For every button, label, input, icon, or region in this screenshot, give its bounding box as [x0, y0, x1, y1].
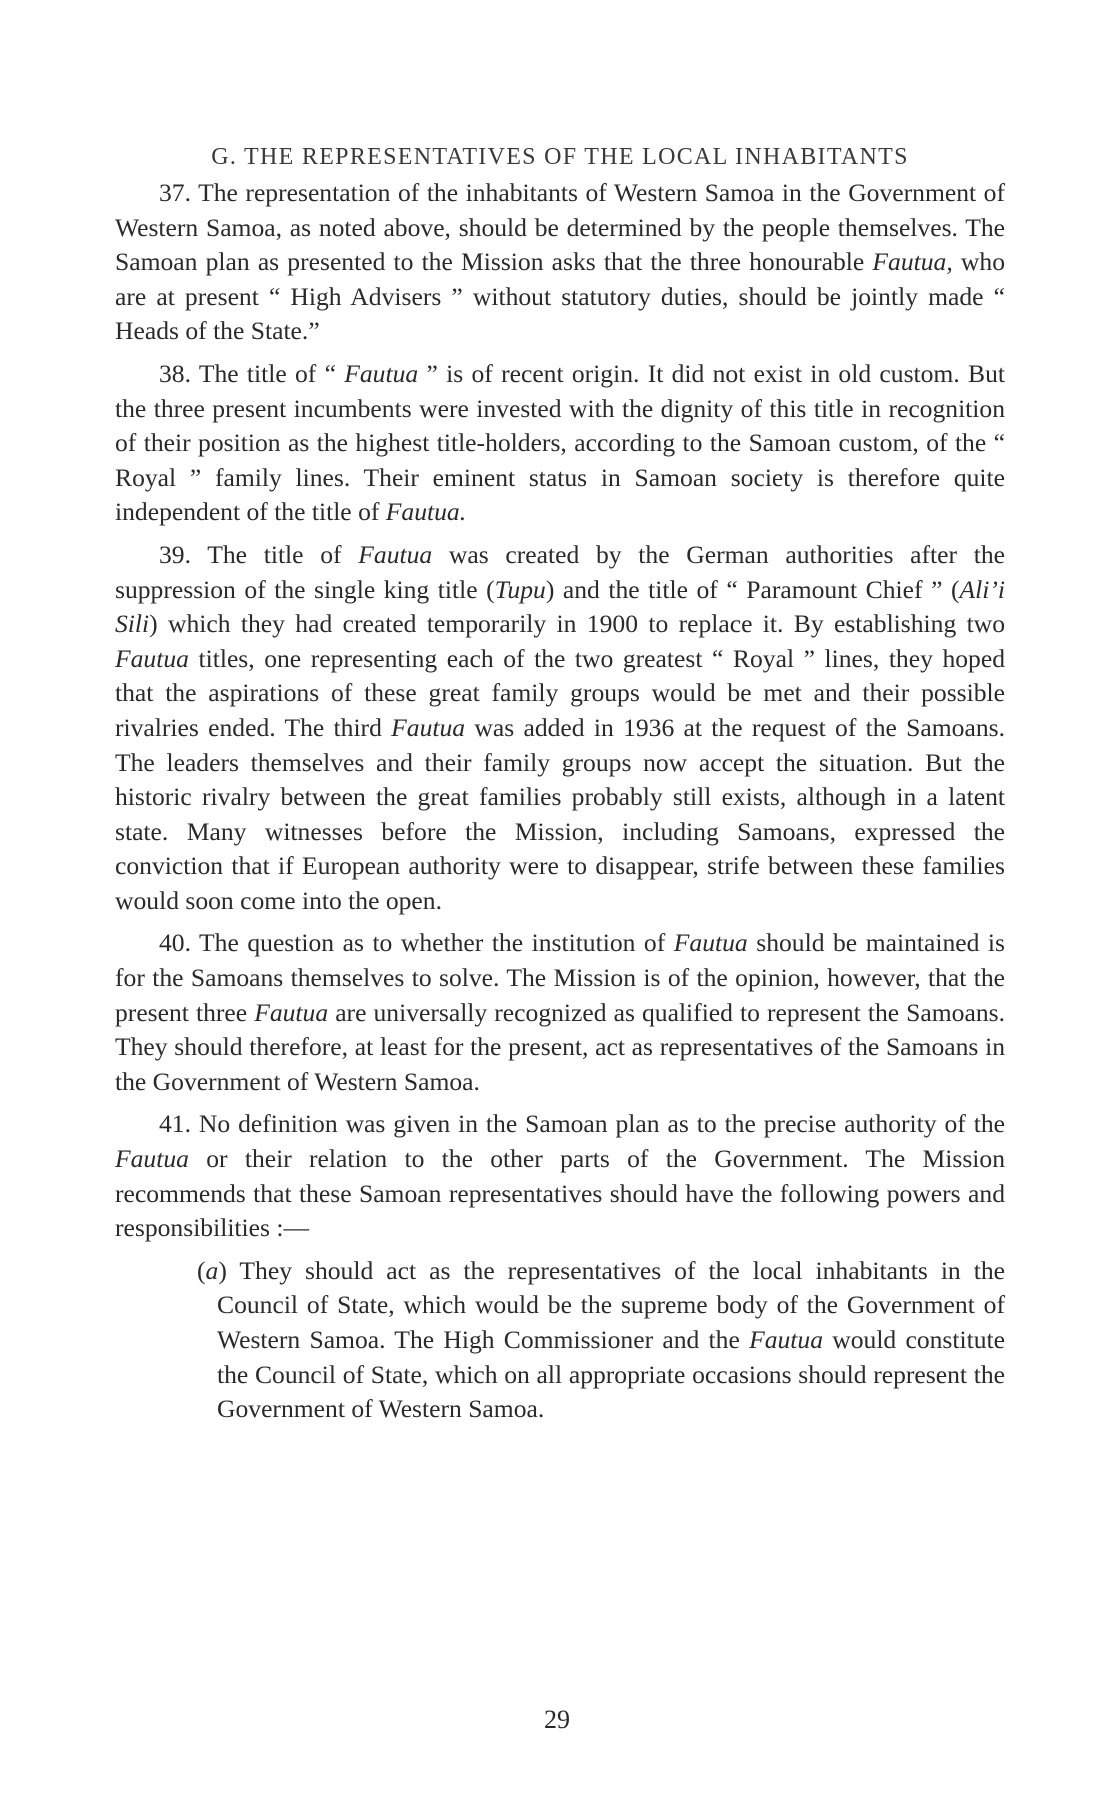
item-a-emph-fautua: Fautua [749, 1325, 823, 1354]
p38-emph-fautua-2: Fautua. [385, 497, 467, 527]
p40-text-2: should be maintained is for the Samoans themselves to solve. The Mission is of the opinion, however, that the present three [115, 928, 1005, 1027]
list-item-a [115, 1254, 1005, 1427]
section-heading: G. THE REPRESENTATIVES OF THE LOCAL INHABITANTS [211, 144, 909, 170]
p40-emph-fautua-2: Fautua [254, 997, 329, 1027]
paragraph-37 [115, 176, 1005, 349]
p39-emph-fautua-3: Fautua [391, 712, 466, 742]
p37-text-1: 37. The representation of the inhabitants of Western Samoa in the Government of Western Samoa, as noted above, should be determined by the people themselves. The Samoan plan as presented to the Mission asks that the three honourable [115, 178, 1005, 277]
p39-text-2: was created by the German authorities after the suppression of the single king title ( [115, 539, 1005, 604]
page-number: 29 [544, 1705, 570, 1734]
paragraph-38 [115, 357, 1005, 530]
p37-text-2: who are at present “ High Advisers ” without statutory duties, should be jointly made “ Heads of the State.” [115, 247, 1005, 346]
p40-text-3: are universally recognized as qualified to represent the Samoans. They should therefore, at least for the present, act as representatives of the Samoans in the Government of Western Samoa. [115, 997, 1005, 1096]
paragraph-39 [115, 538, 1005, 919]
item-a-marker-letter: a [205, 1255, 219, 1285]
p39-emph-fautua-2: Fautua [115, 643, 189, 673]
p41-emph-fautua: Fautua [115, 1144, 189, 1174]
p39-text-3: ) and the title of “ Paramount Chief ” ( [545, 574, 960, 604]
p39-text-5: titles, one representing each of the two greatest “ Royal ” lines, they hoped that the aspirations of these great family groups would be met and their possible rivalries ended. The third [115, 643, 1005, 742]
p38-text-1: 38. The title of “ [159, 358, 345, 388]
p39-text-1: 39. The title of [159, 539, 359, 569]
paragraph-41 [115, 1107, 1005, 1245]
p39-emph-alii-sili: Ali’i Sili [115, 574, 1005, 639]
p41-text-1: 41. No definition was given in the Samoan plan as to the precise authority of the [159, 1109, 1005, 1139]
p37-emph-fautua: Fautua, [872, 247, 953, 277]
paragraph-40 [115, 926, 1005, 1099]
p39-text-4: ) which they had created temporarily in 1900 to replace it. By establishing two [149, 609, 1005, 639]
p39-emph-fautua: Fautua [358, 539, 433, 569]
item-a-text-1: They should act as the representatives of the local inhabitants in the Council of State, which would be the supreme body of the Government of Western Samoa. The High Commissioner and the [217, 1255, 1005, 1354]
p40-text-1: 40. The question as to whether the institution of [159, 928, 674, 958]
text-column [115, 140, 1005, 1427]
item-a-marker-open: ( [197, 1255, 206, 1285]
item-a-marker-close: ) [218, 1255, 240, 1285]
p38-text-2: ” is of recent origin. It did not exist in old custom. But the three present incumbents were invested with the dignity of this title in recognition of their position as the highest title-holders, according to the Samoan custom, of the “ Royal ” family lines. Their eminent status in Samoan society is therefore quite independent of the title of [115, 358, 1006, 527]
p39-text-6: was added in 1936 at the request of the Samoans. The leaders themselves and their family groups now accept the situation. But the historic rivalry between the great families probably still exists, although in a latent state. Many witnesses before the Mission, including Samoans, expressed the conviction that if European authority were to disappear, strife between these families would soon come into the open. [115, 712, 1005, 915]
item-a-text-2: would constitute the Council of State, which on all appropriate occasions should represent the Government of Western Samoa. [217, 1325, 1005, 1424]
p39-emph-tupu: Tupu [494, 574, 546, 604]
p38-emph-fautua: Fautua [344, 358, 419, 388]
p40-emph-fautua: Fautua [673, 928, 748, 958]
p41-text-2: or their relation to the other parts of the Government. The Mission recommends that these Samoan representatives should have the following powers and responsibilities :— [115, 1144, 1005, 1243]
